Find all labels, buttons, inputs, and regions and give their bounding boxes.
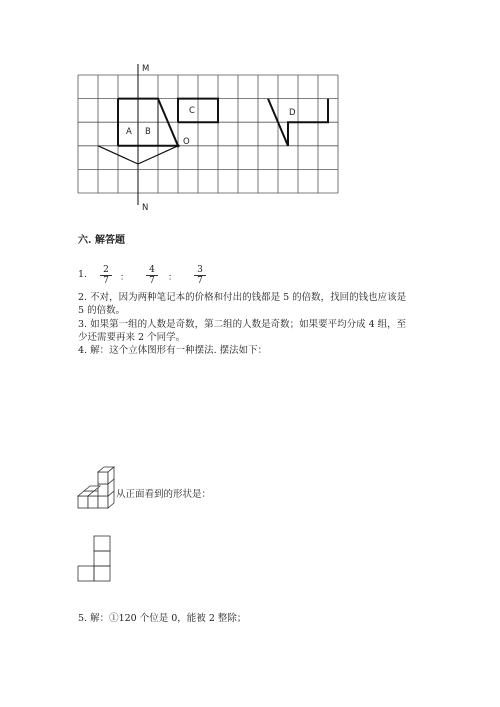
q2-line-2: 5 的倍数。 (78, 305, 126, 316)
shape-label-d: D (289, 108, 296, 118)
shape-label-a: A (126, 127, 132, 137)
q1-separator-1: ： (120, 273, 130, 283)
shape-label-c: C (189, 106, 195, 116)
axis-bottom-label: N (142, 203, 149, 213)
q1-fraction-2 (146, 265, 158, 286)
section-title: 六. 解答题 (78, 235, 125, 246)
q1-fraction-3 (194, 265, 206, 286)
q1-fraction-2-denominator: 7 (149, 276, 155, 286)
cube-stack-figure (76, 462, 116, 514)
q2-line-1: 2. 不对，因为两种笔记本的价格和付出的钱都是 5 的倍数，找回的钱也应该是 (78, 292, 407, 303)
shape-label-b: B (145, 127, 151, 137)
front-view-figure (76, 534, 116, 586)
q4-front-view-text: 从正面看到的形状是： (116, 489, 212, 500)
q1-fraction-1 (100, 265, 112, 286)
q3-line-1: 3. 如果第一组的人数是奇数，第二组的人数是奇数；如果要平均分成 4 组，至 (78, 319, 407, 330)
q3-line-2: 少还需要再来 2 个同学。 (78, 332, 186, 343)
q4-line-1: 4. 解：这个立体图形有一种摆法. 摆法如下： (78, 345, 268, 356)
q5-line-1: 5. 解：①120 个位是 0，能被 2 整除； (78, 613, 247, 624)
point-o (176, 144, 179, 147)
q1-fraction-1-numerator: 2 (100, 265, 112, 276)
q1-number: 1. (78, 269, 88, 280)
q1-fraction-2-numerator: 4 (146, 265, 158, 276)
q1-separator-2: ： (168, 273, 178, 283)
point-o-label: O (183, 137, 190, 147)
q1-fraction-3-denominator: 7 (197, 276, 203, 286)
axis-top-label: M (142, 64, 150, 74)
grid-figure (70, 60, 360, 215)
q1-fraction-3-numerator: 3 (194, 265, 206, 276)
q1-fraction-1-denominator: 7 (103, 276, 109, 286)
